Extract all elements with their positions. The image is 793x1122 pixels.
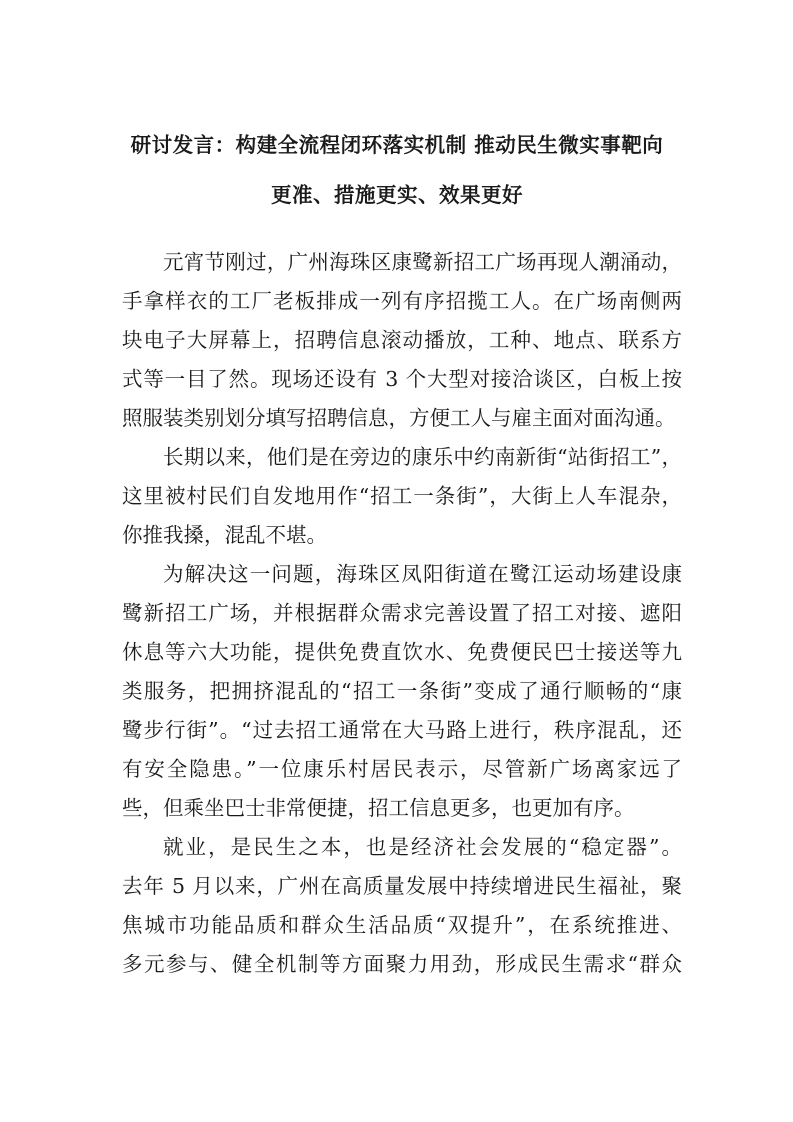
body-line: 鹭新招工广场，并根据群众需求完善设置了招工对接、遮阳 — [122, 601, 682, 625]
body-line: 去年 5 月以来，广州在高质量发展中持续增进民生福祉，聚 — [122, 874, 682, 898]
body-line: 些，但乘坐巴士非常便捷，招工信息更多，也更加有序。 — [122, 796, 635, 820]
body-line: 休息等六大功能，提供免费直饮水、免费便民巴士接送等九 — [122, 640, 682, 664]
body-line: 焦城市功能品质和群众生活品质“双提升”，在系统推进、 — [122, 913, 682, 937]
body-line: 元宵节刚过，广州海珠区康鹭新招工广场再现人潮涌动， — [163, 250, 682, 274]
body-line: 块电子大屏幕上，招聘信息滚动播放，工种、地点、联系方 — [122, 328, 682, 352]
body-line: 手拿样衣的工厂老板排成一列有序招揽工人。在广场南侧两 — [122, 289, 682, 313]
body-line: 有安全隐患。”一位康乐村居民表示，尽管新广场离家远了 — [122, 757, 682, 781]
body-line: 这里被村民们自发地用作“招工一条街”，大街上人车混杂， — [122, 484, 682, 508]
document-title-line-2: 更准、措施更实、效果更好 — [271, 183, 523, 207]
body-line: 长期以来，他们是在旁边的康乐中约南新街“站街招工”， — [163, 445, 682, 469]
body-line: 类服务，把拥挤混乱的“招工一条街”变成了通行顺畅的“康 — [122, 679, 682, 703]
document-title-line-1: 研讨发言：构建全流程闭环落实机制 推动民生微实事靶向 — [130, 133, 664, 157]
body-line: 照服装类别划分填写招聘信息，方便工人与雇主面对面沟通。 — [122, 406, 676, 430]
document-body — [122, 243, 682, 984]
body-line: 你推我搡，混乱不堪。 — [122, 523, 327, 547]
body-line: 就业，是民生之本，也是经济社会发展的“稳定器”。 — [163, 835, 682, 859]
body-line: 多元参与、健全机制等方面聚力用劲，形成民生需求“群众 — [122, 952, 682, 976]
body-line: 式等一目了然。现场还设有 3 个大型对接洽谈区，白板上按 — [122, 367, 682, 391]
body-line: 为解决这一问题，海珠区凤阳街道在鹭江运动场建设康 — [163, 562, 682, 586]
body-line: 鹭步行街”。“过去招工通常在大马路上进行，秩序混乱，还 — [122, 718, 682, 742]
